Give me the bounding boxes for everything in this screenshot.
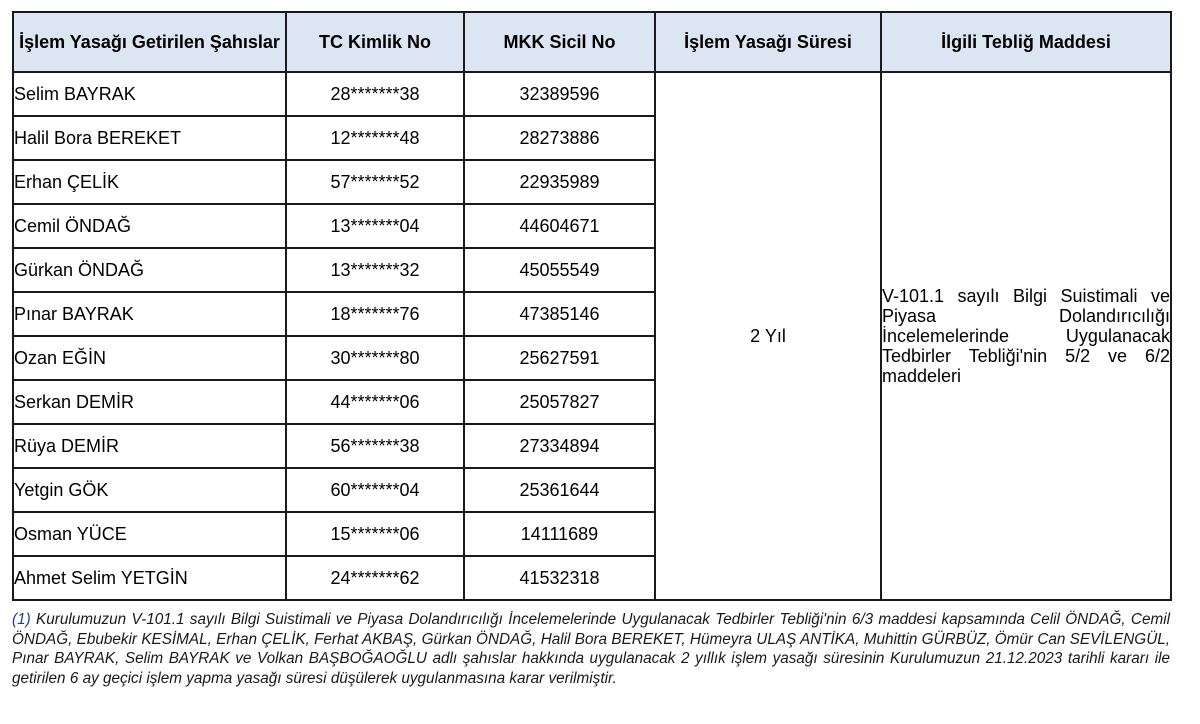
person-name: Rüya DEMİR: [13, 424, 286, 468]
person-name: Selim BAYRAK: [13, 72, 286, 116]
tc-id: 56*******38: [286, 424, 464, 468]
mkk-registry-no: 41532318: [464, 556, 655, 600]
regulation-article-text: V-101.1 sayılı Bilgi Suistimali ve Piyasa Dolandırıcılığı İncelemelerinde Uygulanacak Tedbirler Tebliği'nin 5/2 ve 6/2 maddeleri: [882, 286, 1170, 386]
tc-id: 24*******62: [286, 556, 464, 600]
mkk-registry-no: 25361644: [464, 468, 655, 512]
mkk-registry-no: 45055549: [464, 248, 655, 292]
ban-duration: 2 Yıl: [655, 72, 881, 600]
header-regulation-article: İlgili Tebliğ Maddesi: [881, 12, 1171, 72]
tc-id: 15*******06: [286, 512, 464, 556]
table-header-row: [13, 12, 1171, 72]
tc-id: 28*******38: [286, 72, 464, 116]
mkk-registry-no: 22935989: [464, 160, 655, 204]
header-tc-id: TC Kimlik No: [286, 12, 464, 72]
tc-id: 30*******80: [286, 336, 464, 380]
trading-ban-table: [12, 11, 1172, 601]
mkk-registry-no: 28273886: [464, 116, 655, 160]
table-row: [13, 72, 1171, 116]
person-name: Pınar BAYRAK: [13, 292, 286, 336]
header-mkk-registry: MKK Sicil No: [464, 12, 655, 72]
footnote-marker: (1): [12, 611, 31, 628]
regulation-article: [881, 72, 1171, 600]
tc-id: 60*******04: [286, 468, 464, 512]
person-name: Ahmet Selim YETGİN: [13, 556, 286, 600]
header-persons: İşlem Yasağı Getirilen Şahıslar: [13, 12, 286, 72]
person-name: Serkan DEMİR: [13, 380, 286, 424]
mkk-registry-no: 32389596: [464, 72, 655, 116]
tc-id: 12*******48: [286, 116, 464, 160]
tc-id: 13*******32: [286, 248, 464, 292]
header-ban-duration: İşlem Yasağı Süresi: [655, 12, 881, 72]
mkk-registry-no: 25627591: [464, 336, 655, 380]
person-name: Halil Bora BEREKET: [13, 116, 286, 160]
person-name: Ozan EĞİN: [13, 336, 286, 380]
person-name: Gürkan ÖNDAĞ: [13, 248, 286, 292]
person-name: Erhan ÇELİK: [13, 160, 286, 204]
person-name: Cemil ÖNDAĞ: [13, 204, 286, 248]
mkk-registry-no: 25057827: [464, 380, 655, 424]
person-name: Osman YÜCE: [13, 512, 286, 556]
tc-id: 18*******76: [286, 292, 464, 336]
mkk-registry-no: 44604671: [464, 204, 655, 248]
person-name: Yetgin GÖK: [13, 468, 286, 512]
footnote-text: Kurulumuzun V-101.1 sayılı Bilgi Suistimali ve Piyasa Dolandırıcılığı İncelemelerinde Uygulanacak Tedbirler Tebliği'nin 6/3 maddesi kapsamında Celil ÖNDAĞ, Cemil ÖNDAĞ, Ebubekir KESİMAL, Erhan ÇELİK, Ferhat AKBAŞ, Gürkan ÖNDAĞ, Halil Bora BEREKET, Hümeyra ULAŞ ANTİKA, Muhittin GÜRBÜZ, Ömür Can SEVİLENGÜL, Pınar BAYRAK, Selim BAYRAK ve Volkan BAŞBOĞAOĞLU adlı şahıslar hakkında uygulanacak 2 yıllık işlem yasağı süresinin Kurulumuzun 21.12.2023 tarihli kararı ile getirilen 6 ay geçici işlem yapma yasağı süresi düşülerek uygulanmasına karar verilmiştir.: [12, 611, 1171, 687]
mkk-registry-no: 27334894: [464, 424, 655, 468]
tc-id: 44*******06: [286, 380, 464, 424]
tc-id: 57*******52: [286, 160, 464, 204]
mkk-registry-no: 47385146: [464, 292, 655, 336]
footnote: [12, 610, 1170, 688]
mkk-registry-no: 14111689: [464, 512, 655, 556]
tc-id: 13*******04: [286, 204, 464, 248]
